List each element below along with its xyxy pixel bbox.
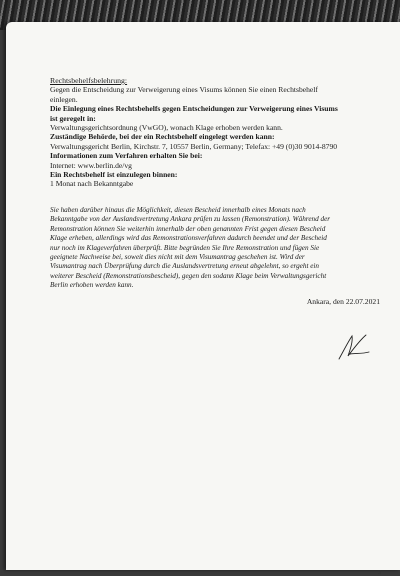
remonstration-line: Remonstration können Sie weiterhin innerhalb der oben genannten Frist gegen diesen Bescheid <box>50 224 326 233</box>
intro-line-2: einlegen. <box>50 94 78 104</box>
remonstration-line: Berlin erhoben werden kann. <box>50 281 134 290</box>
remonstration-line: Sie haben darüber hinaus die Möglichkeit, diesen Bescheid innerhalb eines Monats nach <box>50 205 306 214</box>
info-text: Internet: www.berlin.de/vg <box>50 160 132 170</box>
remonstration-line: geeignete Nachweise bei, soweit dies nicht mit dem Visumantrag geschehen ist. Wird der <box>50 252 305 261</box>
remonstration-line: Bekanntgabe von der Auslandsvertretung Ankara prüfen zu lassen (Remonstration). Während der <box>50 215 331 224</box>
info-heading: Informationen zum Verfahren erhalten Sie bei: <box>50 151 203 161</box>
remonstration-line: nur noch im Klageverfahren überprüft. Bitte begründen Sie Ihre Remonstration und fügen Sie <box>50 243 320 252</box>
legal-basis-text: Verwaltungsgerichtsordnung (VwGO), wonach Klage erhoben werden kann. <box>50 123 283 133</box>
authority-text: Verwaltungsgericht Berlin, Kirchstr. 7, 10557 Berlin, Germany; Telefax: +49 (0)30 9014-8790 <box>50 141 338 151</box>
remonstration-line: Klage erheben, allerdings wird das Remonstrationsverfahren dadurch beendet und der Bescheid <box>50 234 327 243</box>
remonstration-line: weiterer Bescheid (Remonstrationsbescheid), gegen den sodann Klage beim Verwaltungsgericht <box>50 271 327 280</box>
signature <box>336 332 372 362</box>
authority-heading: Zuständige Behörde, bei der ein Rechtsbehelf eingelegt werden kann: <box>50 132 275 142</box>
legal-basis-heading-line-2: ist geregelt in: <box>50 113 96 123</box>
remonstration-paragraph <box>50 206 380 291</box>
remonstration-line: Visumantrag nach Überprüfung durch die Auslandsvertretung erneut abgelehnt, so ergeht ein <box>50 262 320 271</box>
deadline-text: 1 Monat nach Bekanntgabe <box>50 179 134 189</box>
document-page <box>6 22 400 576</box>
page-number: 3 <box>378 570 381 576</box>
legal-remedy-heading: Rechtsbehelfsbelehrung: <box>50 76 128 85</box>
document-body <box>50 76 380 306</box>
deadline-heading: Ein Rechtsbehelf ist einzulegen binnen: <box>50 170 178 180</box>
legal-basis-heading-line-1: Die Einlegung eines Rechtsbehelfs gegen Entscheidungen zur Verweigerung eines Visums <box>50 104 338 114</box>
intro-line-1: Gegen die Entscheidung zur Verweigerung eines Visums können Sie einen Rechtsbehelf <box>50 85 318 95</box>
place-date: Ankara, den 22.07.2021 <box>306 296 380 306</box>
